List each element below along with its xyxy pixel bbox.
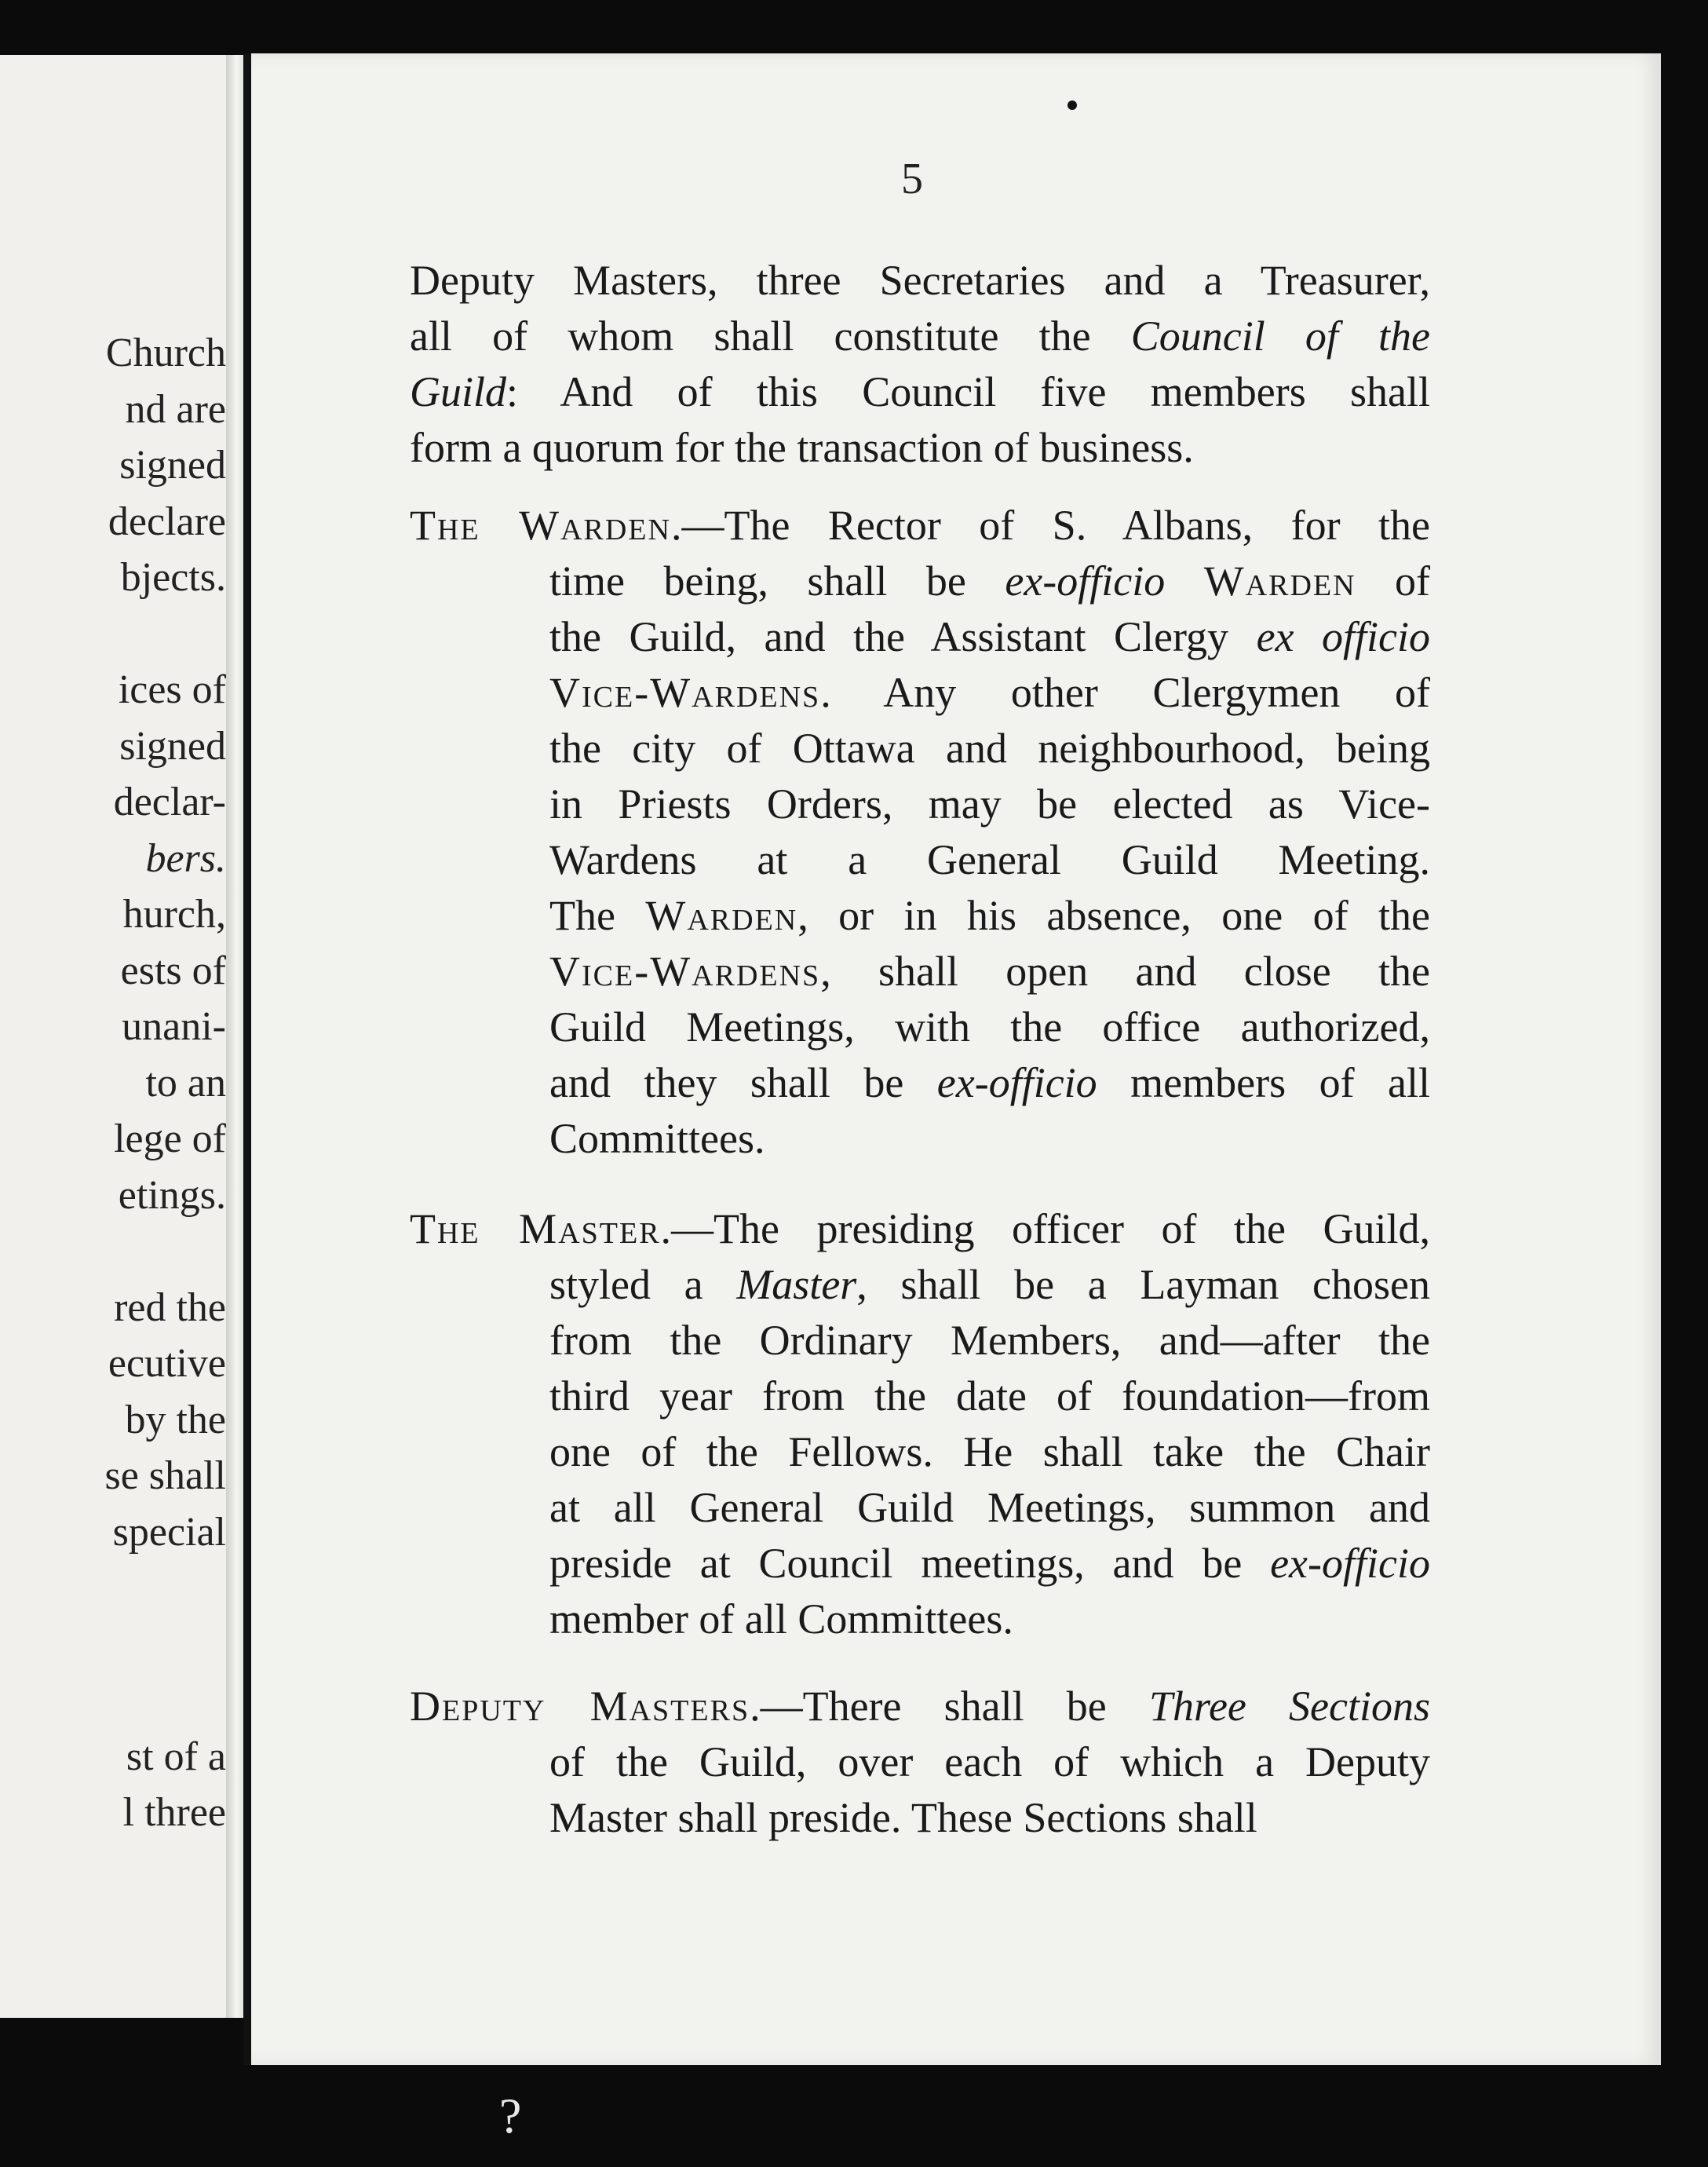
text-run: form a quorum for the transaction of business. xyxy=(410,424,1194,471)
text-run: , shall be a Layman chosen xyxy=(856,1261,1430,1308)
small-caps-heading: The Warden xyxy=(410,502,671,549)
paragraph-deputy-masters xyxy=(410,1679,1430,1846)
left-page-fragment: bers. xyxy=(145,835,226,881)
margin-mark: ? xyxy=(499,2088,522,2143)
text-line xyxy=(410,1480,1430,1536)
text-line xyxy=(410,999,1430,1055)
left-page-fragment: etings. xyxy=(118,1172,226,1218)
text-line xyxy=(410,309,1430,364)
text-run: preside at Council meetings, and be xyxy=(549,1540,1271,1587)
text-run: .—There shall be xyxy=(750,1683,1149,1730)
left-page-fragment: red the xyxy=(114,1284,226,1330)
text-line xyxy=(410,498,1430,554)
italic-run: Three Sections xyxy=(1148,1683,1431,1730)
italic-run: Guild xyxy=(410,368,507,415)
text-line xyxy=(410,721,1430,777)
left-page-fragment: se shall xyxy=(104,1453,226,1498)
text-run: Guild Meetings, with the office authorized, xyxy=(549,1003,1430,1051)
text-run: from the Ordinary Members, and—after the xyxy=(549,1317,1430,1364)
page-number: 5 xyxy=(901,155,923,203)
text-run: Deputy Masters, three Secretaries and a Treasurer, xyxy=(410,257,1430,304)
text-run: and they shall be xyxy=(549,1059,937,1106)
ink-speck xyxy=(1068,100,1077,110)
book-gutter xyxy=(226,55,243,2018)
text-run: at all General Guild Meetings, summon and xyxy=(549,1484,1430,1531)
text-run: of the Guild, over each of which a Deputy xyxy=(549,1738,1430,1785)
text-run: of xyxy=(1356,557,1431,605)
text-line xyxy=(410,253,1430,309)
text-run: all of whom shall constitute the xyxy=(410,312,1131,360)
text-run: member of all Committees. xyxy=(549,1595,1013,1643)
text-run: the city of Ottawa and neighbourhood, being xyxy=(549,725,1430,772)
left-page-fragment: bjects. xyxy=(120,555,226,600)
text-line xyxy=(410,665,1430,721)
text-run: , or in his absence, one of the xyxy=(797,892,1430,939)
small-caps-heading: Vice-Wardens xyxy=(549,948,821,995)
text-line xyxy=(410,832,1430,888)
left-page-fragment: l three xyxy=(122,1790,226,1835)
italic-run: Master xyxy=(736,1261,857,1308)
left-page-fragment: lege of xyxy=(114,1116,226,1161)
text-run: Master shall preside. These Sections shall xyxy=(549,1794,1257,1841)
left-page-fragment: declar- xyxy=(113,780,226,824)
paragraph-master xyxy=(410,1201,1430,1647)
text-line xyxy=(410,944,1430,999)
text-line xyxy=(410,1679,1430,1734)
text-line xyxy=(410,420,1430,476)
text-line xyxy=(410,888,1430,944)
text-line xyxy=(410,1369,1430,1424)
paragraph-warden xyxy=(410,498,1430,1167)
left-page-fragment: declare xyxy=(108,499,226,544)
small-caps-heading: Deputy Masters xyxy=(410,1683,750,1730)
text-run: .—The Rector of S. Albans, for the xyxy=(670,502,1430,549)
left-page-fragment: ices of xyxy=(118,667,226,712)
italic-run: ex-officio xyxy=(1270,1540,1430,1587)
text-line xyxy=(410,554,1430,609)
left-page-fragment: hurch, xyxy=(122,892,226,937)
text-line xyxy=(410,1201,1430,1257)
text-line xyxy=(410,1591,1430,1647)
left-page-fragment: signed xyxy=(119,443,226,488)
text-line xyxy=(410,364,1430,420)
left-page-fragment: ecutive xyxy=(108,1341,226,1386)
text-line xyxy=(410,1734,1430,1790)
text-line xyxy=(410,1257,1430,1313)
text-run: members of all xyxy=(1097,1059,1430,1106)
left-page xyxy=(0,55,226,2018)
small-caps-heading: Warden xyxy=(645,892,798,939)
paragraph-council xyxy=(410,253,1430,476)
text-run: : And of this Council five members shall xyxy=(506,368,1430,415)
left-page-fragment: special xyxy=(112,1509,226,1555)
left-page-fragment: ests of xyxy=(120,948,226,993)
text-line xyxy=(410,1790,1430,1846)
text-run: third year from the date of foundation—from xyxy=(549,1372,1430,1420)
text-run: The xyxy=(549,892,646,939)
left-page-fragment: nd are xyxy=(125,386,226,432)
left-page-fragment: to an xyxy=(145,1060,226,1105)
small-caps-heading: Vice-Wardens xyxy=(549,669,821,716)
text-line xyxy=(410,777,1430,832)
text-run: one of the Fellows. He shall take the Chair xyxy=(549,1428,1430,1475)
text-run: , shall open and close the xyxy=(820,948,1430,995)
text-line xyxy=(410,1313,1430,1369)
small-caps-heading: Warden xyxy=(1203,557,1356,605)
text-run: .—The presiding officer of the Guild, xyxy=(660,1205,1431,1252)
text-line xyxy=(410,1111,1430,1167)
left-page-fragment: by the xyxy=(125,1397,226,1442)
italic-run: ex officio xyxy=(1256,613,1430,660)
text-run: Wardens at a General Guild Meeting. xyxy=(549,836,1430,883)
text-run: . Any other Clergymen of xyxy=(820,669,1430,716)
text-line xyxy=(410,609,1430,665)
text-line xyxy=(410,1536,1430,1591)
left-page-fragment: Church xyxy=(105,331,226,375)
italic-run: ex-officio xyxy=(936,1059,1097,1106)
text-line xyxy=(410,1424,1430,1480)
text-line xyxy=(410,1055,1430,1111)
small-caps-heading: The Master xyxy=(410,1205,661,1252)
italic-run: Council of the xyxy=(1130,312,1430,360)
left-page-fragment: signed xyxy=(119,723,226,769)
text-run xyxy=(1165,557,1203,605)
text-run: in Priests Orders, may be elected as Vice- xyxy=(549,780,1430,828)
text-run: Committees. xyxy=(549,1115,765,1162)
italic-run: ex-officio xyxy=(1005,557,1166,605)
left-page-fragment: st of a xyxy=(126,1734,226,1779)
text-run: styled a xyxy=(549,1261,737,1308)
left-page-fragment: unani- xyxy=(122,1004,226,1049)
text-run: time being, shall be xyxy=(549,557,1005,605)
text-run: the Guild, and the Assistant Clergy xyxy=(549,613,1257,660)
